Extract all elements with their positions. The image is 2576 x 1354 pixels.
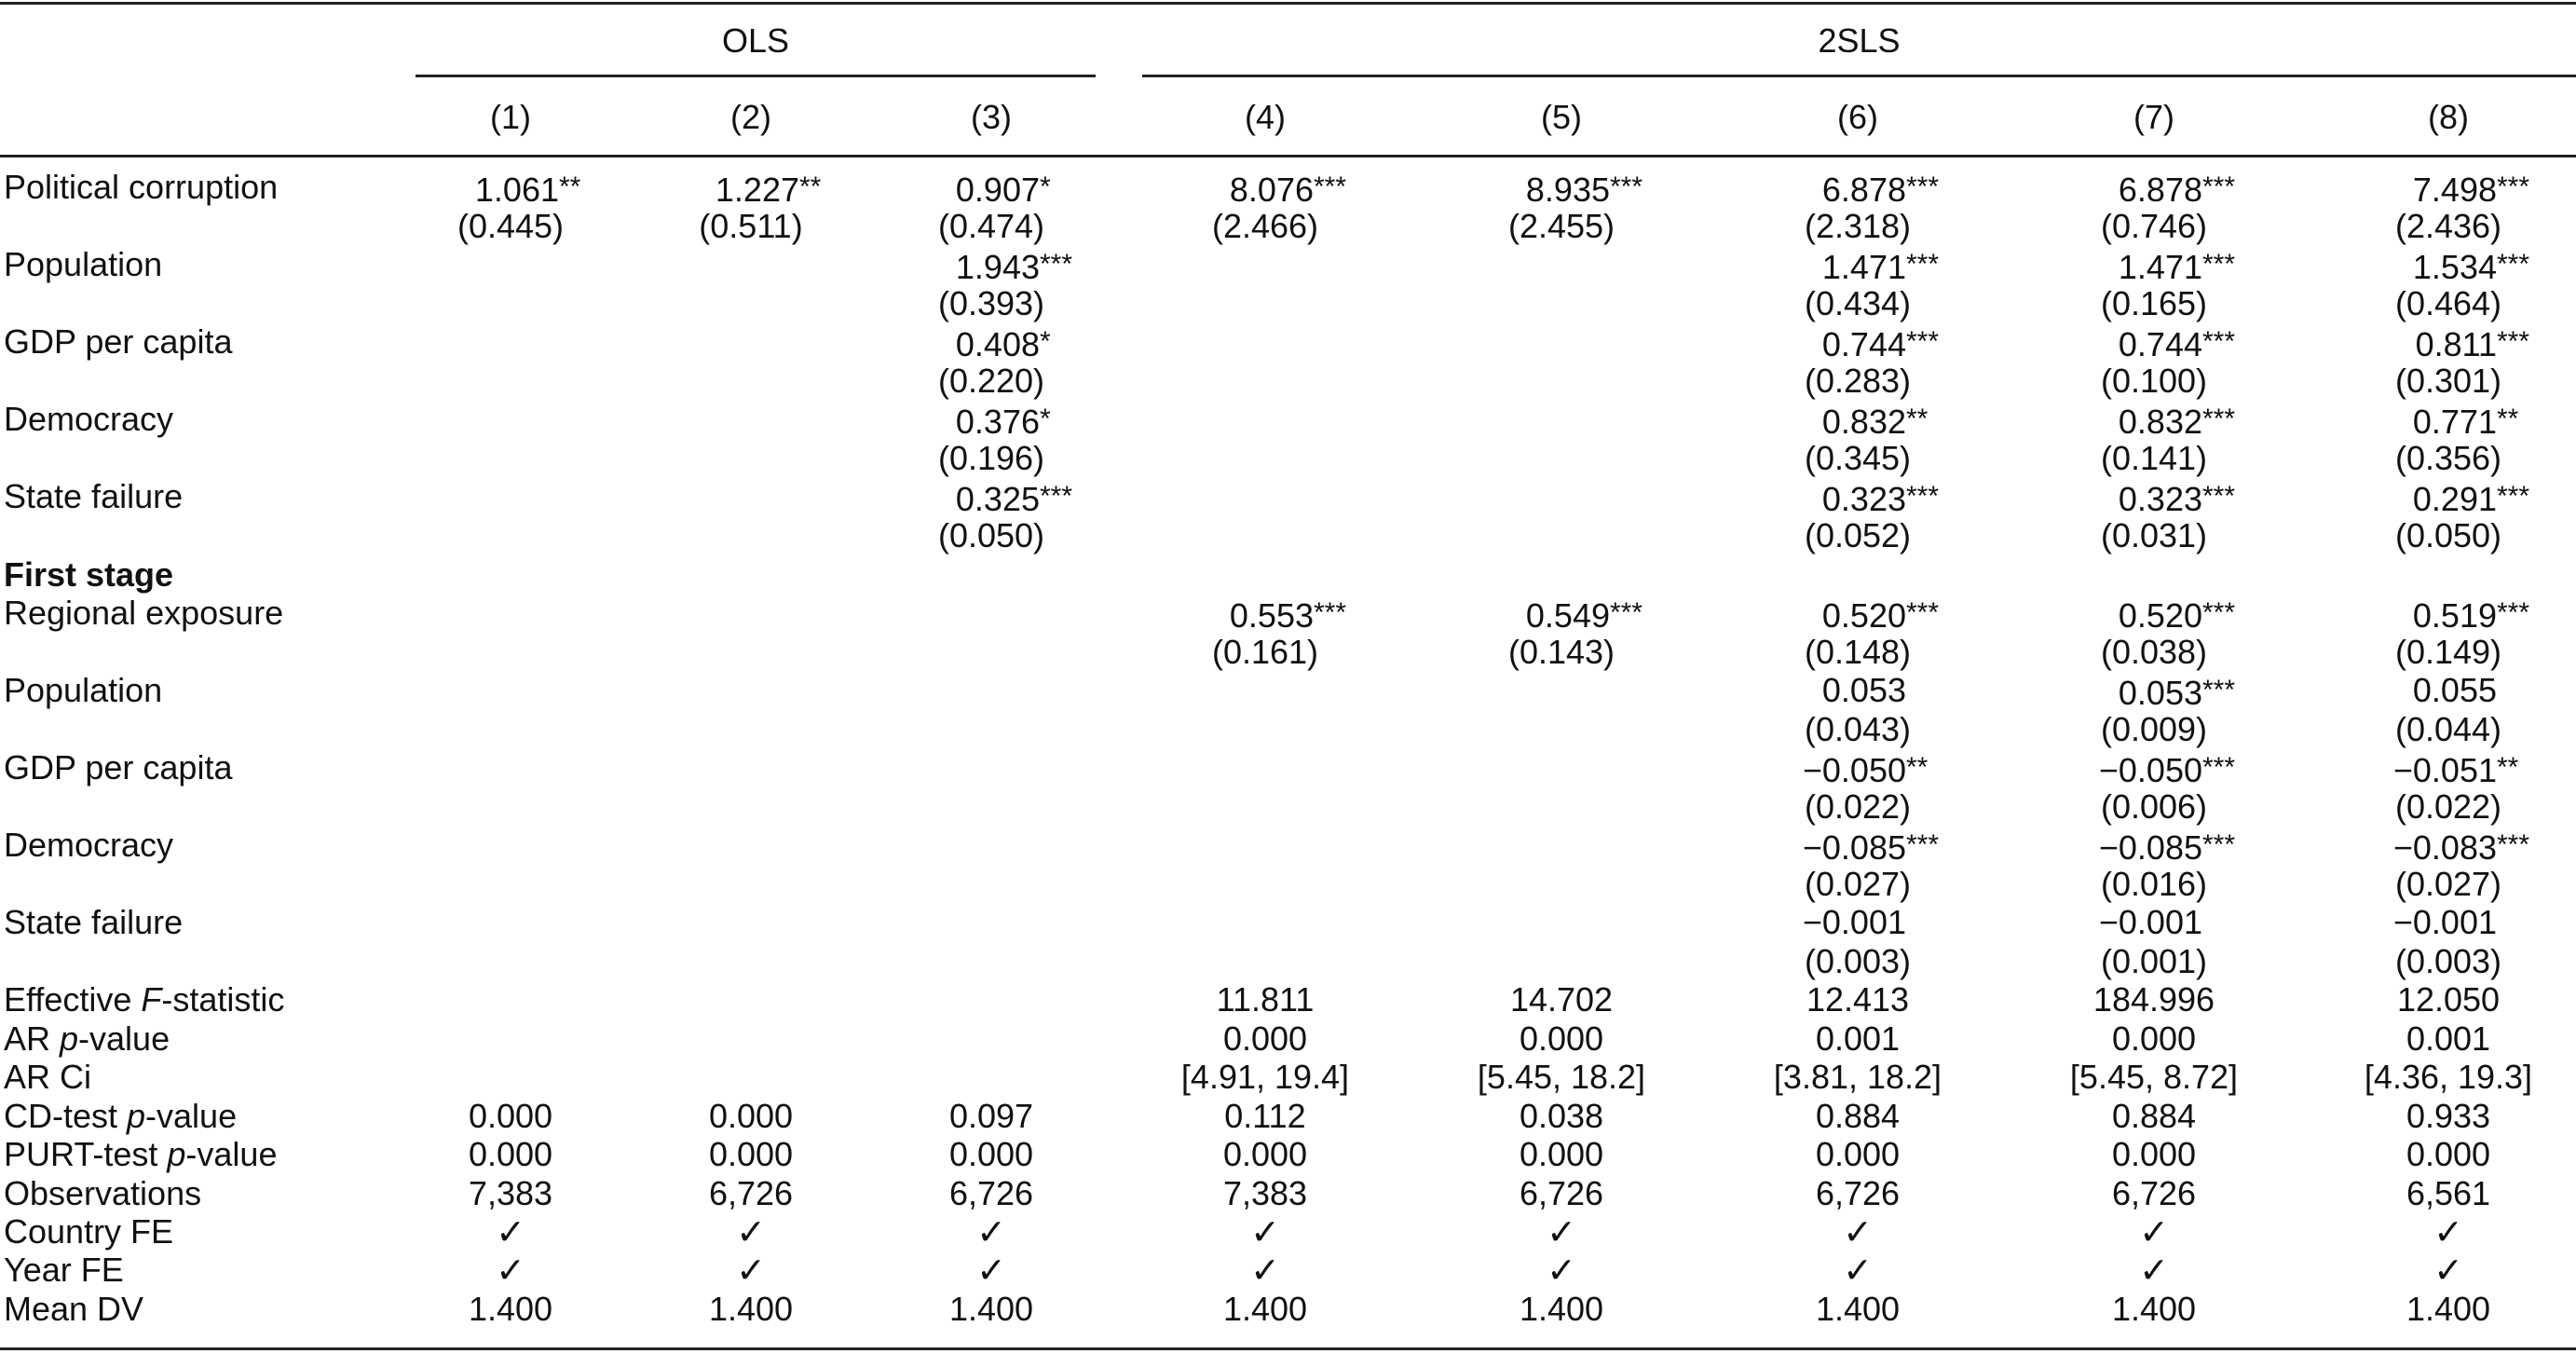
std-error-cell: (0.220) <box>937 362 1045 400</box>
std-error-cell: (2.318) <box>1804 207 1912 245</box>
coefficient-cell: 0.520*** <box>2106 594 2292 636</box>
checkmark-icon: ✓ <box>736 1250 766 1291</box>
checkmark-icon: ✓ <box>976 1250 1006 1291</box>
row-label: Country FE <box>4 1212 174 1251</box>
significance-stars: *** <box>2497 597 2530 628</box>
std-error-cell: (0.006) <box>2100 787 2208 826</box>
stat-cell: 6,726 <box>708 1174 794 1212</box>
stat-cell: 0.000 <box>2406 1135 2491 1173</box>
significance-stars: *** <box>2497 829 2530 860</box>
significance-stars: *** <box>2202 597 2236 628</box>
stat-cell: [4.91, 19.4] <box>1180 1058 1350 1096</box>
std-error-cell: (0.022) <box>2394 787 2502 826</box>
significance-stars: *** <box>1610 597 1643 628</box>
coefficient-cell: 0.744*** <box>1809 322 1996 364</box>
coefficient-cell: 0.053*** <box>2106 671 2292 713</box>
row-label: Democracy <box>4 400 174 438</box>
column-header-2: (2) <box>730 98 771 136</box>
significance-stars: *** <box>1314 597 1347 628</box>
significance-stars: ** <box>799 171 822 202</box>
std-error-cell: (0.044) <box>2394 710 2502 748</box>
std-error-cell: (0.003) <box>2394 942 2502 980</box>
std-error-cell: (0.050) <box>2394 516 2502 554</box>
checkmark-icon: ✓ <box>1843 1211 1873 1252</box>
checkmark-icon: ✓ <box>736 1211 766 1252</box>
significance-stars: *** <box>2497 481 2530 512</box>
coefficient-cell: 0.811*** <box>2400 322 2576 364</box>
stat-cell: 6,561 <box>2406 1174 2491 1212</box>
std-error-cell: (2.436) <box>2394 207 2502 245</box>
stat-cell: [5.45, 18.2] <box>1477 1058 1646 1096</box>
coefficient-cell: 1.061** <box>462 168 648 210</box>
coefficient-cell: −0.001 <box>1802 903 1906 941</box>
checkmark-icon: ✓ <box>2433 1250 2463 1291</box>
std-error-cell: (0.027) <box>1804 865 1912 903</box>
stat-cell: 0.884 <box>2111 1097 2197 1135</box>
coefficient-cell: −0.085*** <box>1794 826 1981 868</box>
significance-stars: *** <box>1906 326 1940 357</box>
row-label: Observations <box>4 1174 202 1212</box>
coefficient-cell: 0.055 <box>2412 671 2497 709</box>
coefficient-cell: 1.471*** <box>1809 245 1996 287</box>
significance-stars: *** <box>2202 249 2236 280</box>
checkmark-icon: ✓ <box>2139 1211 2169 1252</box>
std-error-cell: (0.434) <box>1804 284 1912 322</box>
row-label: Political corruption <box>4 168 279 206</box>
significance-stars: *** <box>2202 326 2236 357</box>
std-error-cell: (0.283) <box>1804 362 1912 400</box>
coefficient-cell: 0.325*** <box>943 477 1129 519</box>
stat-cell: 0.000 <box>1222 1135 1308 1173</box>
group-underline-2sls <box>1142 75 2576 77</box>
coefficient-cell: 1.227** <box>702 168 889 210</box>
significance-stars: *** <box>2202 481 2236 512</box>
coefficient-cell: −0.050** <box>1794 748 1981 790</box>
significance-stars: * <box>1040 403 1051 434</box>
checkmark-icon: ✓ <box>2139 1250 2169 1291</box>
stat-cell: 1.400 <box>1815 1290 1901 1328</box>
significance-stars: *** <box>1906 249 1940 280</box>
column-header-7: (7) <box>2133 98 2174 136</box>
stat-cell: 0.000 <box>1519 1019 1604 1058</box>
stat-cell: [3.81, 18.2] <box>1773 1058 1942 1096</box>
significance-stars: *** <box>2202 829 2236 860</box>
std-error-cell: (0.141) <box>2100 439 2208 477</box>
group-label-ols: OLS <box>721 21 790 60</box>
coefficient-cell: 0.291*** <box>2400 477 2576 519</box>
std-error-cell: (0.148) <box>1804 633 1912 671</box>
column-header-3: (3) <box>971 98 1012 136</box>
coefficient-cell: 0.408* <box>943 322 1129 364</box>
coefficient-cell: 0.549*** <box>1513 594 1699 636</box>
coefficient-cell: 7.498*** <box>2400 168 2576 210</box>
stat-cell: 12.050 <box>2396 980 2501 1019</box>
stat-cell: 1.400 <box>1222 1290 1308 1328</box>
row-label: Democracy <box>4 826 174 864</box>
significance-stars: *** <box>1906 171 1940 202</box>
significance-stars: *** <box>1610 171 1643 202</box>
stat-cell: 1.400 <box>1519 1290 1604 1328</box>
checkmark-icon: ✓ <box>496 1211 525 1252</box>
significance-stars: *** <box>2202 752 2236 783</box>
std-error-cell: (0.001) <box>2100 942 2208 980</box>
stat-cell: 0.000 <box>708 1135 794 1173</box>
std-error-cell: (0.003) <box>1804 942 1912 980</box>
std-error-cell: (0.027) <box>2394 865 2502 903</box>
stat-cell: 0.001 <box>1815 1019 1901 1058</box>
coefficient-cell: 0.520*** <box>1809 594 1996 636</box>
column-header-1: (1) <box>490 98 531 136</box>
stat-cell: 0.000 <box>468 1097 553 1135</box>
row-label: AR p-value <box>4 1019 170 1058</box>
std-error-cell: (0.161) <box>1211 633 1319 671</box>
std-error-cell: (0.143) <box>1507 633 1615 671</box>
significance-stars: * <box>1040 326 1051 357</box>
significance-stars: *** <box>2497 249 2530 280</box>
coefficient-cell: 8.076*** <box>1217 168 1403 210</box>
std-error-cell: (0.016) <box>2100 865 2208 903</box>
std-error-cell: (0.746) <box>2100 207 2208 245</box>
std-error-cell: (0.031) <box>2100 516 2208 554</box>
row-label: GDP per capita <box>4 748 233 786</box>
coefficient-cell: 1.943*** <box>943 245 1129 287</box>
coefficient-cell: −0.001 <box>2392 903 2497 941</box>
coefficient-cell: 0.771** <box>2400 400 2576 442</box>
top-rule <box>0 2 2576 5</box>
stat-cell: 7,383 <box>1222 1174 1308 1212</box>
stat-cell: 1.400 <box>948 1290 1034 1328</box>
std-error-cell: (0.196) <box>937 439 1045 477</box>
stat-cell: 0.000 <box>2111 1135 2197 1173</box>
significance-stars: ** <box>1906 752 1929 783</box>
row-label: State failure <box>4 477 184 515</box>
significance-stars: *** <box>1314 171 1347 202</box>
stat-cell: 11.811 <box>1216 980 1315 1019</box>
stat-cell: 0.001 <box>2406 1019 2491 1058</box>
row-label: Year FE <box>4 1251 124 1289</box>
row-label: AR Ci <box>4 1058 92 1096</box>
stat-cell: 0.000 <box>708 1097 794 1135</box>
std-error-cell: (0.356) <box>2394 439 2502 477</box>
significance-stars: *** <box>1906 481 1940 512</box>
std-error-cell: (0.100) <box>2100 362 2208 400</box>
stat-cell: 6,726 <box>1815 1174 1901 1212</box>
checkmark-icon: ✓ <box>1547 1211 1576 1252</box>
significance-stars: *** <box>1040 481 1073 512</box>
column-header-4: (4) <box>1245 98 1286 136</box>
checkmark-icon: ✓ <box>1250 1211 1280 1252</box>
coefficient-cell: 6.878*** <box>2106 168 2292 210</box>
group-underline-ols <box>416 75 1096 77</box>
row-label: GDP per capita <box>4 322 233 361</box>
coefficient-cell: −0.001 <box>2098 903 2202 941</box>
checkmark-icon: ✓ <box>1843 1250 1873 1291</box>
row-label: Population <box>4 245 163 283</box>
significance-stars: ** <box>559 171 581 202</box>
std-error-cell: (0.345) <box>1804 439 1912 477</box>
significance-stars: *** <box>1040 249 1073 280</box>
coefficient-cell: 8.935*** <box>1513 168 1699 210</box>
coefficient-cell: 0.907* <box>943 168 1129 210</box>
coefficient-cell: 0.553*** <box>1217 594 1403 636</box>
stat-cell: [4.36, 19.3] <box>2364 1058 2533 1096</box>
column-header-8: (8) <box>2428 98 2469 136</box>
significance-stars: *** <box>2202 171 2236 202</box>
header-rule <box>0 155 2576 157</box>
std-error-cell: (0.052) <box>1804 516 1912 554</box>
row-label: CD-test p-value <box>4 1097 238 1135</box>
significance-stars: *** <box>2202 675 2236 705</box>
std-error-cell: (0.464) <box>2394 284 2502 322</box>
coefficient-cell: 6.878*** <box>1809 168 1996 210</box>
significance-stars: ** <box>2497 403 2519 434</box>
std-error-cell: (2.466) <box>1211 207 1319 245</box>
coefficient-cell: 0.744*** <box>2106 322 2292 364</box>
stat-cell: 1.400 <box>2111 1290 2197 1328</box>
stat-cell: 0.000 <box>468 1135 553 1173</box>
stat-cell: 0.000 <box>1222 1019 1308 1058</box>
coefficient-cell: 0.376* <box>943 400 1129 442</box>
stat-cell: 12.413 <box>1806 980 1910 1019</box>
std-error-cell: (0.009) <box>2100 710 2208 748</box>
stat-cell: 0.112 <box>1224 1097 1306 1135</box>
coefficient-cell: 1.534*** <box>2400 245 2576 287</box>
stat-cell: 0.884 <box>1815 1097 1901 1135</box>
checkmark-icon: ✓ <box>2433 1211 2463 1252</box>
row-label: PURT-test p-value <box>4 1135 278 1173</box>
std-error-cell: (0.511) <box>699 207 803 245</box>
row-label: Population <box>4 671 163 709</box>
coefficient-cell: −0.050*** <box>2091 748 2277 790</box>
std-error-cell: (0.149) <box>2394 633 2502 671</box>
coefficient-cell: 0.519*** <box>2400 594 2576 636</box>
coefficient-cell: 0.832** <box>1809 400 1996 442</box>
stat-cell: 14.702 <box>1509 980 1614 1019</box>
column-header-5: (5) <box>1541 98 1582 136</box>
significance-stars: *** <box>2497 326 2530 357</box>
std-error-cell: (0.393) <box>937 284 1045 322</box>
significance-stars: *** <box>2202 403 2236 434</box>
std-error-cell: (0.301) <box>2394 362 2502 400</box>
stat-cell: 0.000 <box>948 1135 1034 1173</box>
checkmark-icon: ✓ <box>976 1211 1006 1252</box>
coefficient-cell: 0.832*** <box>2106 400 2292 442</box>
row-label: State failure <box>4 903 184 941</box>
group-label-2sls: 2SLS <box>1818 21 1901 60</box>
checkmark-icon: ✓ <box>496 1250 525 1291</box>
significance-stars: *** <box>1906 829 1940 860</box>
coefficient-cell: −0.083*** <box>2385 826 2571 868</box>
std-error-cell: (0.038) <box>2100 633 2208 671</box>
row-label: First stage <box>4 555 174 594</box>
std-error-cell: (0.445) <box>457 207 565 245</box>
stat-cell: 0.000 <box>2111 1019 2197 1058</box>
stat-cell: 0.097 <box>948 1097 1034 1135</box>
stat-cell: 1.400 <box>468 1290 553 1328</box>
coefficient-cell: 0.053 <box>1821 671 1906 709</box>
stat-cell: 0.000 <box>1519 1135 1604 1173</box>
stat-cell: 0.038 <box>1519 1097 1604 1135</box>
stat-cell: 6,726 <box>948 1174 1034 1212</box>
std-error-cell: (0.022) <box>1804 787 1912 826</box>
std-error-cell: (0.050) <box>937 516 1045 554</box>
coefficient-cell: −0.085*** <box>2091 826 2277 868</box>
column-header-6: (6) <box>1837 98 1878 136</box>
std-error-cell: (0.165) <box>2100 284 2208 322</box>
stat-cell: 7,383 <box>468 1174 553 1212</box>
stat-cell: [5.45, 8.72] <box>2069 1058 2239 1096</box>
significance-stars: ** <box>1906 403 1929 434</box>
significance-stars: * <box>1040 171 1051 202</box>
stat-cell: 1.400 <box>708 1290 794 1328</box>
checkmark-icon: ✓ <box>1547 1250 1576 1291</box>
row-label: Mean DV <box>4 1290 144 1328</box>
significance-stars: ** <box>2497 752 2519 783</box>
stat-cell: 0.933 <box>2406 1097 2491 1135</box>
significance-stars: *** <box>2497 171 2530 202</box>
std-error-cell: (2.455) <box>1507 207 1615 245</box>
bottom-rule <box>0 1347 2576 1350</box>
std-error-cell: (0.043) <box>1804 710 1912 748</box>
coefficient-cell: −0.051** <box>2385 748 2571 790</box>
coefficient-cell: 0.323*** <box>2106 477 2292 519</box>
stat-cell: 184.996 <box>2092 980 2215 1019</box>
stat-cell: 6,726 <box>1519 1174 1604 1212</box>
coefficient-cell: 1.471*** <box>2106 245 2292 287</box>
row-label: Effective F-statistic <box>4 980 285 1019</box>
stat-cell: 0.000 <box>1815 1135 1901 1173</box>
row-label: Regional exposure <box>4 594 284 632</box>
std-error-cell: (0.474) <box>937 207 1045 245</box>
significance-stars: *** <box>1906 597 1940 628</box>
stat-cell: 1.400 <box>2406 1290 2491 1328</box>
checkmark-icon: ✓ <box>1250 1250 1280 1291</box>
coefficient-cell: 0.323*** <box>1809 477 1996 519</box>
stat-cell: 6,726 <box>2111 1174 2197 1212</box>
